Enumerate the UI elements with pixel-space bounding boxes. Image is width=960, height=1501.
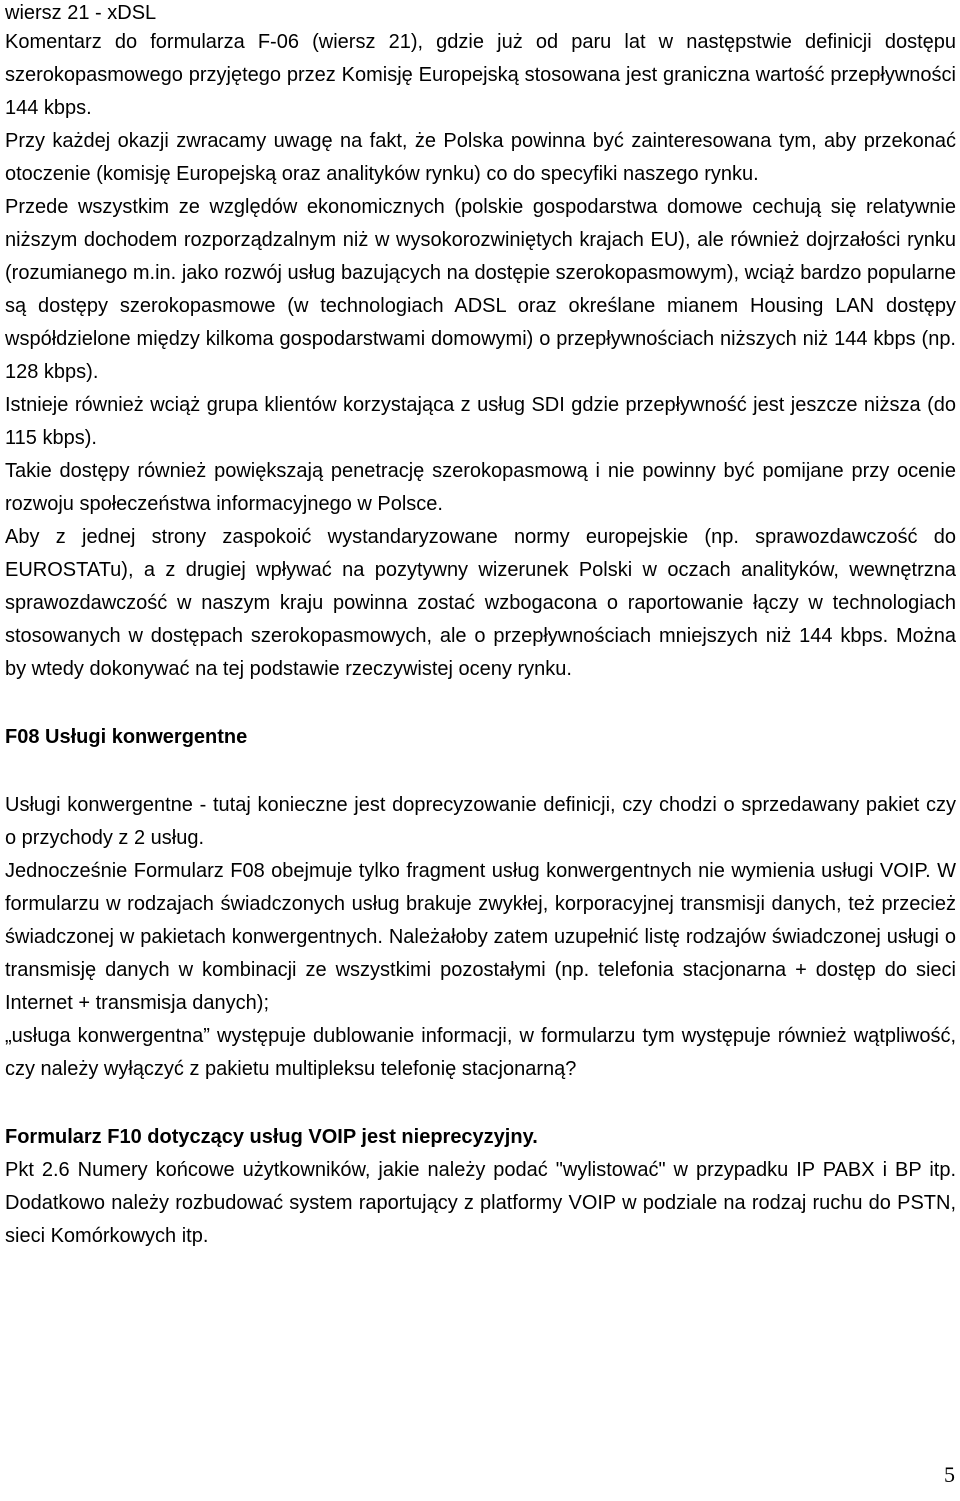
- paragraph-sdi-clients: Istnieje również wciąż grupa klientów korzystająca z usług SDI gdzie przepływność jest jeszcze niższa (do 115 kbps).: [5, 394, 956, 449]
- paragraph-penetration: Takie dostępy również powiększają penetrację szerokopasmową i nie powinny być pomijane przy ocenie rozwoju społeczeństwa informacyjnego w Polsce.: [5, 460, 956, 515]
- section-heading-f10: Formularz F10 dotyczący usług VOIP jest nieprecyzyjny.: [5, 1126, 538, 1148]
- section-heading-f08: F08 Usługi konwergentne: [5, 726, 248, 748]
- paragraph-f08-voip: Jednocześnie Formularz F08 obejmuje tylko fragment usług konwergentnych nie wymienia usługi VOIP. W formularzu w rodzajach świadczonych usług brakuje zwykłej, korporacyjnej transmisji danych, też przecież świadczonej w pakietach konwergentnych. Należałoby zatem uzupełnić listę rodzajów świadczonej usługi o transmisję danych w kombinacji ze wszystkimi pozostałymi (np. telefonia stacjonarna + dostęp do sieci Internet + transmisja danych);: [5, 860, 956, 1014]
- section-heading-xdsl: wiersz 21 - xDSL: [5, 2, 157, 24]
- paragraph-reporting: Aby z jednej strony zaspokoić wystandaryzowane normy europejskie (np. sprawozdawczość do EUROSTATu), a z drugiej wpływać na pozytywny wizerunek Polski w oczach analityków, wewnętrzna sprawozdawczość w naszym kraju powinna zostać wzbogacona o raportowanie łączy w technologiach stosowanych w dostępach szerokopasmowych, ale o przepływnościach mniejszych niż 144 kbps. Można by wtedy dokonywać na tej podstawie rzeczywistej oceny rynku.: [5, 526, 956, 680]
- document-page: [5, 0, 956, 1253]
- paragraph-convergent-duplication: „usługa konwergentna” występuje dublowanie informacji, w formularzu tym występuje również wątpliwość, czy należy wyłączyć z pakietu multipleksu telefonię stacjonarną?: [5, 1025, 956, 1080]
- paragraph-convergent-definition: Usługi konwergentne - tutaj konieczne jest doprecyzowanie definicji, czy chodzi o sprzedawany pakiet czy o przychody z 2 usług.: [5, 794, 956, 849]
- paragraph-economic-reasons: Przede wszystkim ze względów ekonomicznych (polskie gospodarstwa domowe cechują się relatywnie niższym dochodem rozporządzalnym niż w wysokorozwiniętych krajach EU), ale również dojrzałości rynku (rozumianego m.in. jako rozwój usług bazujących na dostępie szerokopasmowym), wciąż bardzo popularne są dostępy szerokopasmowe (w technologiach ADSL oraz określane mianem Housing LAN dostępy współdzielone między kilkoma gospodarstwami domowymi) o przepływnościach niższych niż 144 kbps (np. 128 kbps).: [5, 196, 956, 383]
- paragraph-poland-interest: Przy każdej okazji zwracamy uwagę na fakt, że Polska powinna być zainteresowana tym, aby przekonać otoczenie (komisję Europejską oraz analityków rynku) co do specyfiki naszego rynku.: [5, 130, 956, 185]
- paragraph-pkt-2-6: Pkt 2.6 Numery końcowe użytkowników, jakie należy podać "wylistować" w przypadku IP PABX i BP itp. Dodatkowo należy rozbudować system raportujący z platformy VOIP w podziale na rodzaj ruchu do PSTN, sieci Komórkowych itp.: [5, 1159, 956, 1247]
- page-number: 5: [944, 1462, 955, 1487]
- paragraph-f06-comment: Komentarz do formularza F-06 (wiersz 21), gdzie już od paru lat w następstwie definicji dostępu szerokopasmowego przyjętego przez Komisję Europejską stosowana jest graniczna wartość przepływności 144 kbps.: [5, 31, 956, 119]
